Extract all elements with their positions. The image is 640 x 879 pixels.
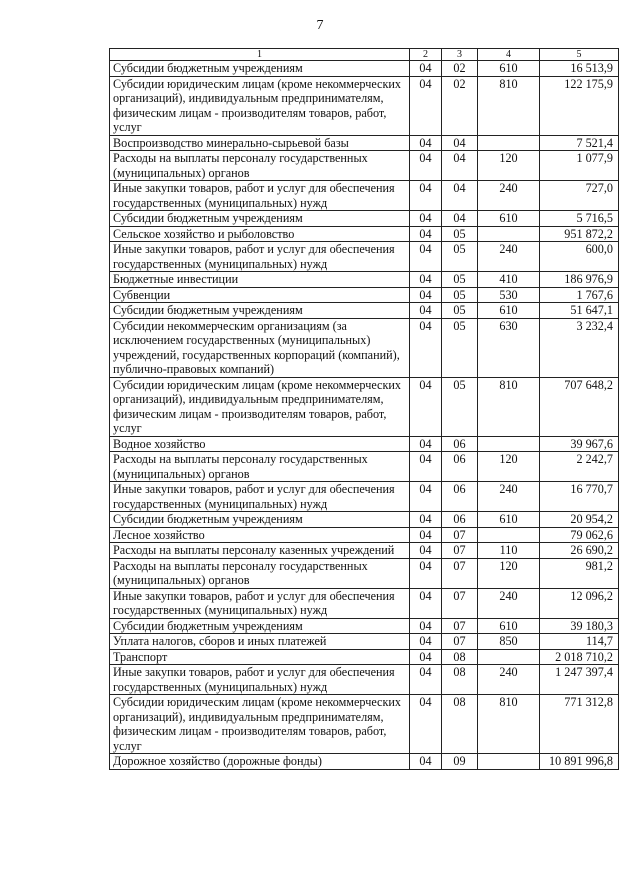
row-name-cell: Дорожное хозяйство (дорожные фонды)	[110, 754, 410, 770]
expense-type-cell: 810	[478, 695, 540, 754]
table-row	[110, 181, 619, 211]
subsection-code-cell: 02	[442, 76, 478, 135]
row-name-cell: Иные закупки товаров, работ и услуг для обеспечения государственных (муниципальных) нужд	[110, 588, 410, 618]
section-code-cell: 04	[410, 151, 442, 181]
subsection-code-cell: 08	[442, 649, 478, 665]
table-row	[110, 211, 619, 227]
subsection-code-cell: 02	[442, 61, 478, 77]
section-code-cell: 04	[410, 377, 442, 436]
table-row	[110, 303, 619, 319]
expense-type-cell	[478, 754, 540, 770]
amount-cell: 51 647,1	[540, 303, 619, 319]
expense-type-cell	[478, 135, 540, 151]
table-row	[110, 452, 619, 482]
budget-table	[109, 48, 619, 770]
expense-type-cell: 610	[478, 512, 540, 528]
amount-cell: 7 521,4	[540, 135, 619, 151]
subsection-code-cell: 09	[442, 754, 478, 770]
expense-type-cell: 240	[478, 181, 540, 211]
amount-cell: 16 770,7	[540, 482, 619, 512]
amount-cell: 600,0	[540, 242, 619, 272]
amount-cell: 26 690,2	[540, 543, 619, 559]
subsection-code-cell: 04	[442, 151, 478, 181]
expense-type-cell: 530	[478, 287, 540, 303]
expense-type-cell: 240	[478, 242, 540, 272]
amount-cell: 727,0	[540, 181, 619, 211]
row-name-cell: Уплата налогов, сборов и иных платежей	[110, 634, 410, 650]
amount-cell: 39 967,6	[540, 436, 619, 452]
subsection-code-cell: 08	[442, 665, 478, 695]
subsection-code-cell: 05	[442, 272, 478, 288]
subsection-code-cell: 07	[442, 634, 478, 650]
table-row	[110, 649, 619, 665]
expense-type-cell: 810	[478, 76, 540, 135]
subsection-code-cell: 04	[442, 135, 478, 151]
amount-cell: 39 180,3	[540, 618, 619, 634]
expense-type-cell: 240	[478, 588, 540, 618]
subsection-code-cell: 06	[442, 436, 478, 452]
row-name-cell: Лесное хозяйство	[110, 527, 410, 543]
amount-cell: 186 976,9	[540, 272, 619, 288]
table-row	[110, 272, 619, 288]
column-header: 5	[540, 49, 619, 61]
section-code-cell: 04	[410, 226, 442, 242]
amount-cell: 122 175,9	[540, 76, 619, 135]
section-code-cell: 04	[410, 543, 442, 559]
table-row	[110, 61, 619, 77]
section-code-cell: 04	[410, 558, 442, 588]
subsection-code-cell: 04	[442, 181, 478, 211]
table-row	[110, 588, 619, 618]
section-code-cell: 04	[410, 436, 442, 452]
table-row	[110, 377, 619, 436]
expense-type-cell: 240	[478, 482, 540, 512]
expense-type-cell: 850	[478, 634, 540, 650]
amount-cell: 20 954,2	[540, 512, 619, 528]
row-name-cell: Иные закупки товаров, работ и услуг для обеспечения государственных (муниципальных) нужд	[110, 482, 410, 512]
row-name-cell: Субсидии некоммерческим организациям (за исключением государственных (муниципальных) учреждений, государственных корпораций (компаний), публично-правовых компаний)	[110, 318, 410, 377]
subsection-code-cell: 05	[442, 318, 478, 377]
table-row	[110, 665, 619, 695]
expense-type-cell: 110	[478, 543, 540, 559]
expense-type-cell: 630	[478, 318, 540, 377]
row-name-cell: Субвенции	[110, 287, 410, 303]
subsection-code-cell: 06	[442, 482, 478, 512]
section-code-cell: 04	[410, 649, 442, 665]
expense-type-cell: 410	[478, 272, 540, 288]
row-name-cell: Воспроизводство минерально-сырьевой базы	[110, 135, 410, 151]
section-code-cell: 04	[410, 754, 442, 770]
expense-type-cell	[478, 226, 540, 242]
subsection-code-cell: 06	[442, 452, 478, 482]
table-row	[110, 436, 619, 452]
row-name-cell: Расходы на выплаты персоналу государственных (муниципальных) органов	[110, 452, 410, 482]
table-row	[110, 135, 619, 151]
table-row	[110, 242, 619, 272]
column-header: 1	[110, 49, 410, 61]
section-code-cell: 04	[410, 272, 442, 288]
row-name-cell: Бюджетные инвестиции	[110, 272, 410, 288]
subsection-code-cell: 04	[442, 211, 478, 227]
section-code-cell: 04	[410, 588, 442, 618]
row-name-cell: Субсидии бюджетным учреждениям	[110, 512, 410, 528]
expense-type-cell: 610	[478, 61, 540, 77]
subsection-code-cell: 07	[442, 618, 478, 634]
section-code-cell: 04	[410, 61, 442, 77]
expense-type-cell: 610	[478, 211, 540, 227]
expense-type-cell	[478, 436, 540, 452]
subsection-code-cell: 05	[442, 377, 478, 436]
amount-cell: 16 513,9	[540, 61, 619, 77]
amount-cell: 2 018 710,2	[540, 649, 619, 665]
page-number: 7	[316, 18, 324, 33]
table-row	[110, 287, 619, 303]
table-row	[110, 318, 619, 377]
subsection-code-cell: 08	[442, 695, 478, 754]
amount-cell: 12 096,2	[540, 588, 619, 618]
section-code-cell: 04	[410, 665, 442, 695]
expense-type-cell: 810	[478, 377, 540, 436]
section-code-cell: 04	[410, 452, 442, 482]
row-name-cell: Иные закупки товаров, работ и услуг для обеспечения государственных (муниципальных) нужд	[110, 181, 410, 211]
table-row	[110, 618, 619, 634]
row-name-cell: Субсидии бюджетным учреждениям	[110, 211, 410, 227]
row-name-cell: Водное хозяйство	[110, 436, 410, 452]
section-code-cell: 04	[410, 211, 442, 227]
row-name-cell: Субсидии бюджетным учреждениям	[110, 618, 410, 634]
section-code-cell: 04	[410, 76, 442, 135]
expense-type-cell	[478, 649, 540, 665]
table-row	[110, 634, 619, 650]
subsection-code-cell: 07	[442, 588, 478, 618]
amount-cell: 1 247 397,4	[540, 665, 619, 695]
row-name-cell: Субсидии юридическим лицам (кроме некоммерческих организаций), индивидуальным предпринимателям, физическим лицам - производителям товаров, работ, услуг	[110, 76, 410, 135]
section-code-cell: 04	[410, 303, 442, 319]
amount-cell: 5 716,5	[540, 211, 619, 227]
row-name-cell: Иные закупки товаров, работ и услуг для обеспечения государственных (муниципальных) нужд	[110, 665, 410, 695]
row-name-cell: Сельское хозяйство и рыболовство	[110, 226, 410, 242]
amount-cell: 771 312,8	[540, 695, 619, 754]
amount-cell: 79 062,6	[540, 527, 619, 543]
row-name-cell: Субсидии бюджетным учреждениям	[110, 61, 410, 77]
section-code-cell: 04	[410, 695, 442, 754]
table-row	[110, 695, 619, 754]
table-row	[110, 558, 619, 588]
section-code-cell: 04	[410, 527, 442, 543]
amount-cell: 1 077,9	[540, 151, 619, 181]
amount-cell: 114,7	[540, 634, 619, 650]
section-code-cell: 04	[410, 634, 442, 650]
column-header: 3	[442, 49, 478, 61]
amount-cell: 1 767,6	[540, 287, 619, 303]
subsection-code-cell: 05	[442, 242, 478, 272]
amount-cell: 981,2	[540, 558, 619, 588]
row-name-cell: Транспорт	[110, 649, 410, 665]
row-name-cell: Расходы на выплаты персоналу государственных (муниципальных) органов	[110, 151, 410, 181]
row-name-cell: Субсидии юридическим лицам (кроме некоммерческих организаций), индивидуальным предпринимателям, физическим лицам - производителям товаров, работ, услуг	[110, 695, 410, 754]
subsection-code-cell: 06	[442, 512, 478, 528]
subsection-code-cell: 05	[442, 226, 478, 242]
table-row	[110, 527, 619, 543]
table-row	[110, 151, 619, 181]
table-row	[110, 76, 619, 135]
section-code-cell: 04	[410, 242, 442, 272]
column-header: 4	[478, 49, 540, 61]
expense-type-cell: 240	[478, 665, 540, 695]
expense-type-cell: 610	[478, 618, 540, 634]
row-name-cell: Субсидии бюджетным учреждениям	[110, 303, 410, 319]
table-row	[110, 226, 619, 242]
table-row	[110, 482, 619, 512]
table-header-row	[110, 49, 619, 61]
row-name-cell: Расходы на выплаты персоналу государственных (муниципальных) органов	[110, 558, 410, 588]
subsection-code-cell: 07	[442, 527, 478, 543]
section-code-cell: 04	[410, 181, 442, 211]
amount-cell: 3 232,4	[540, 318, 619, 377]
section-code-cell: 04	[410, 618, 442, 634]
row-name-cell: Расходы на выплаты персоналу казенных учреждений	[110, 543, 410, 559]
amount-cell: 10 891 996,8	[540, 754, 619, 770]
section-code-cell: 04	[410, 318, 442, 377]
amount-cell: 707 648,2	[540, 377, 619, 436]
subsection-code-cell: 05	[442, 303, 478, 319]
expense-type-cell: 120	[478, 151, 540, 181]
table-row	[110, 754, 619, 770]
section-code-cell: 04	[410, 135, 442, 151]
expense-type-cell	[478, 527, 540, 543]
section-code-cell: 04	[410, 512, 442, 528]
expense-type-cell: 610	[478, 303, 540, 319]
row-name-cell: Субсидии юридическим лицам (кроме некоммерческих организаций), индивидуальным предпринимателям, физическим лицам - производителям товаров, работ, услуг	[110, 377, 410, 436]
table-row	[110, 543, 619, 559]
section-code-cell: 04	[410, 287, 442, 303]
section-code-cell: 04	[410, 482, 442, 512]
expense-type-cell: 120	[478, 452, 540, 482]
subsection-code-cell: 07	[442, 558, 478, 588]
amount-cell: 951 872,2	[540, 226, 619, 242]
subsection-code-cell: 05	[442, 287, 478, 303]
amount-cell: 2 242,7	[540, 452, 619, 482]
row-name-cell: Иные закупки товаров, работ и услуг для обеспечения государственных (муниципальных) нужд	[110, 242, 410, 272]
subsection-code-cell: 07	[442, 543, 478, 559]
expense-type-cell: 120	[478, 558, 540, 588]
table-row	[110, 512, 619, 528]
column-header: 2	[410, 49, 442, 61]
